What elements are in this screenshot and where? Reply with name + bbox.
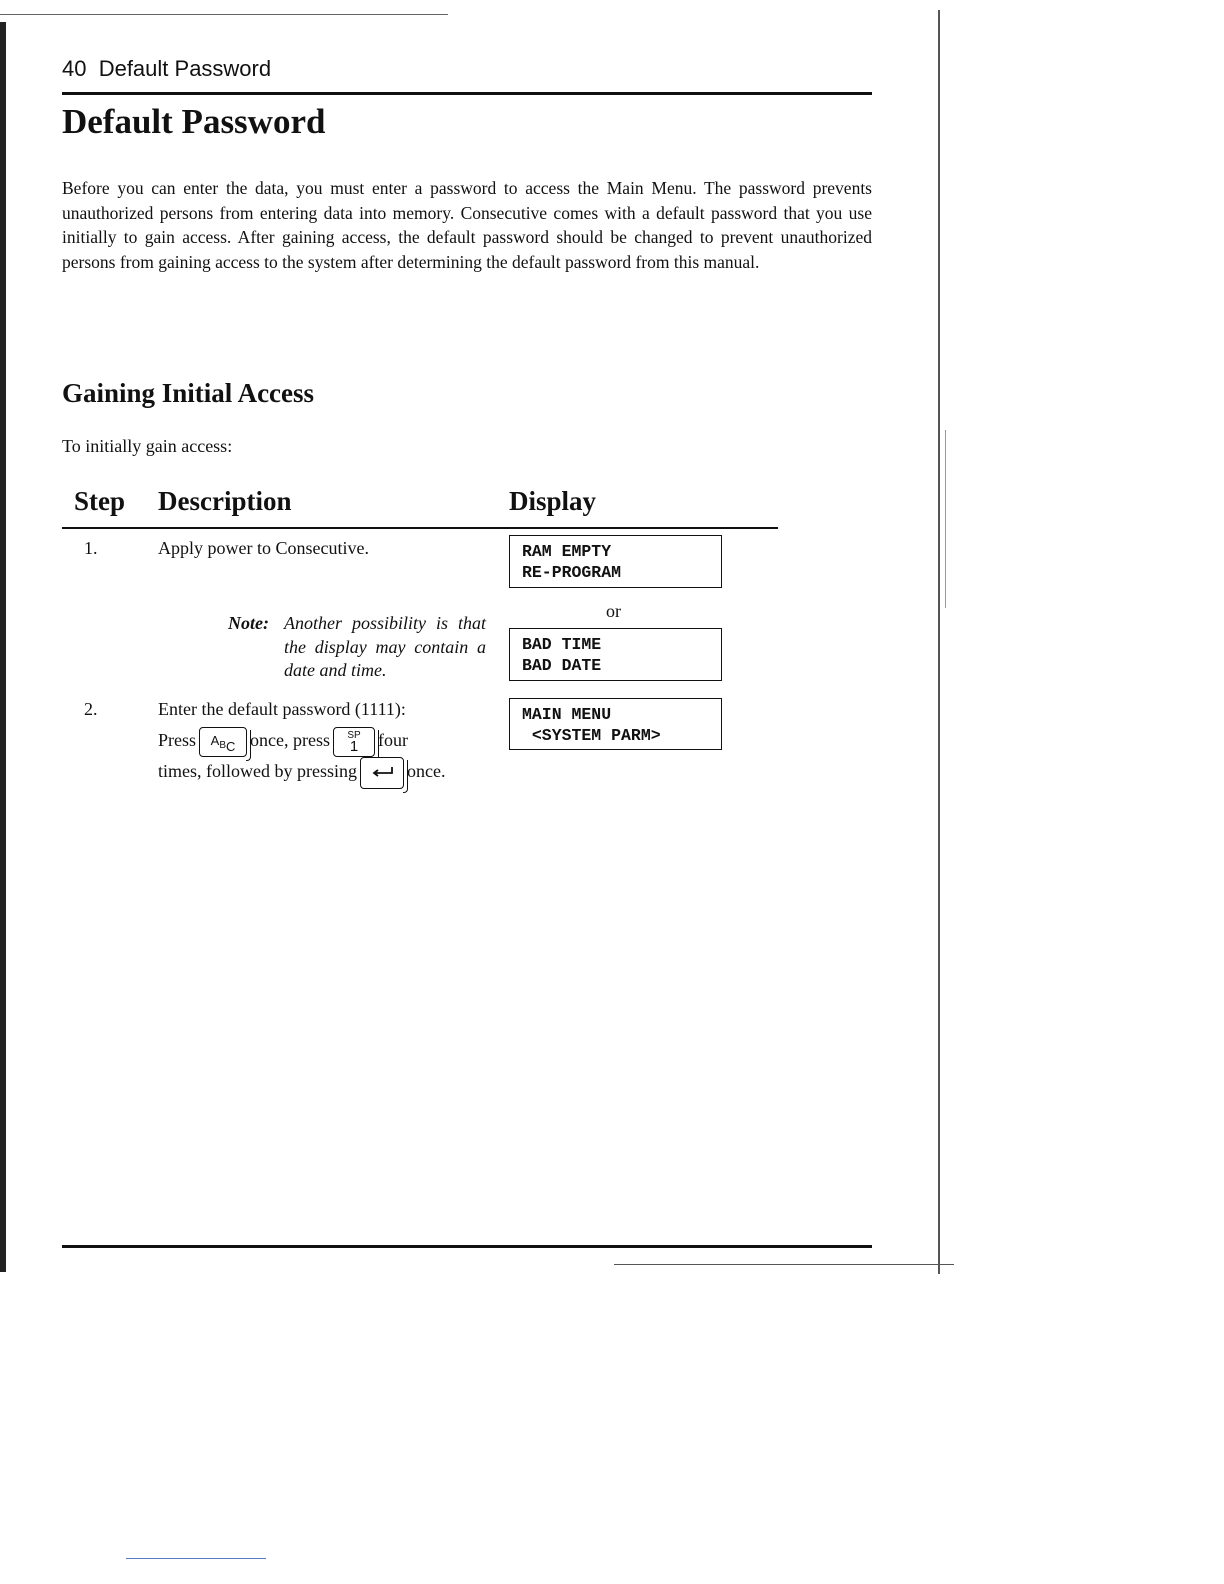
once-press-text: once, press [250, 730, 330, 750]
note-label: Note: [228, 613, 269, 633]
lcd-line-2: BAD DATE [522, 656, 602, 675]
section-heading: Gaining Initial Access [62, 378, 315, 408]
step-2-keypress-line-1 [158, 725, 408, 757]
abc-key-top: A [210, 732, 220, 748]
lcd-line-1: MAIN MENU [522, 705, 612, 724]
sp-key-label: SP [347, 729, 361, 741]
step-2-description: Enter the default password (1111): [158, 699, 406, 719]
table-header-rule [62, 527, 778, 529]
abc-key-bottom: C [225, 738, 236, 754]
lcd-display-bad-time [509, 628, 722, 681]
right-scan-edge [938, 10, 940, 1274]
intro-paragraph: Before you can enter the data, you must enter a password to access the Main Menu. The password prevents unauthorized persons from entering data into memory. Consecutive comes with a default password that you use initially to gain access. After gaining access, the default password should be changed to prevent unauthorized persons from gaining access to the system after determining the default password from this manual. [62, 178, 872, 272]
abc-key-icon [199, 727, 247, 757]
once-text: once. [406, 761, 446, 781]
lcd-display-ram-empty [509, 535, 722, 588]
step-1-number: 1. [84, 538, 98, 558]
page-title: Default Password [62, 102, 326, 141]
header-rule [62, 92, 872, 95]
lcd-line-1: BAD TIME [522, 635, 602, 654]
page-header-label: 40 Default Password [62, 56, 272, 81]
note-text: Another possibility is that the display may contain a date and time. [284, 613, 486, 680]
footer-rule [62, 1245, 872, 1248]
followed-text: times, followed by pressing [158, 761, 357, 781]
section-lead: To initially gain access: [62, 436, 233, 456]
enter-key-icon [360, 757, 404, 789]
lcd-line-2: <SYSTEM PARM> [522, 726, 661, 745]
display-column-header: Display [509, 486, 597, 516]
four-text: four [378, 730, 408, 750]
abc-key-mid: B [219, 739, 226, 751]
step-2-keypress-line-2 [158, 756, 445, 789]
sp-1-key-icon [333, 727, 375, 757]
footer-scan-line [614, 1264, 954, 1265]
step-2-number: 2. [84, 699, 98, 719]
enter-arrow-icon [371, 766, 395, 778]
left-scan-edge [0, 22, 6, 1272]
lcd-line-1: RAM EMPTY [522, 542, 612, 561]
lcd-display-main-menu [509, 698, 722, 750]
bottom-blue-line [126, 1558, 266, 1559]
press-text: Press [158, 730, 197, 750]
top-scan-line [0, 14, 448, 15]
right-scan-edge-2 [945, 430, 946, 608]
step-1-note [228, 612, 488, 683]
lcd-line-2: RE-PROGRAM [522, 563, 622, 582]
step-column-header: Step [74, 486, 126, 516]
one-key-label: 1 [349, 737, 359, 755]
step-1-description: Apply power to Consecutive. [158, 538, 369, 558]
description-column-header: Description [158, 486, 292, 516]
display-or-text: or [606, 601, 621, 621]
